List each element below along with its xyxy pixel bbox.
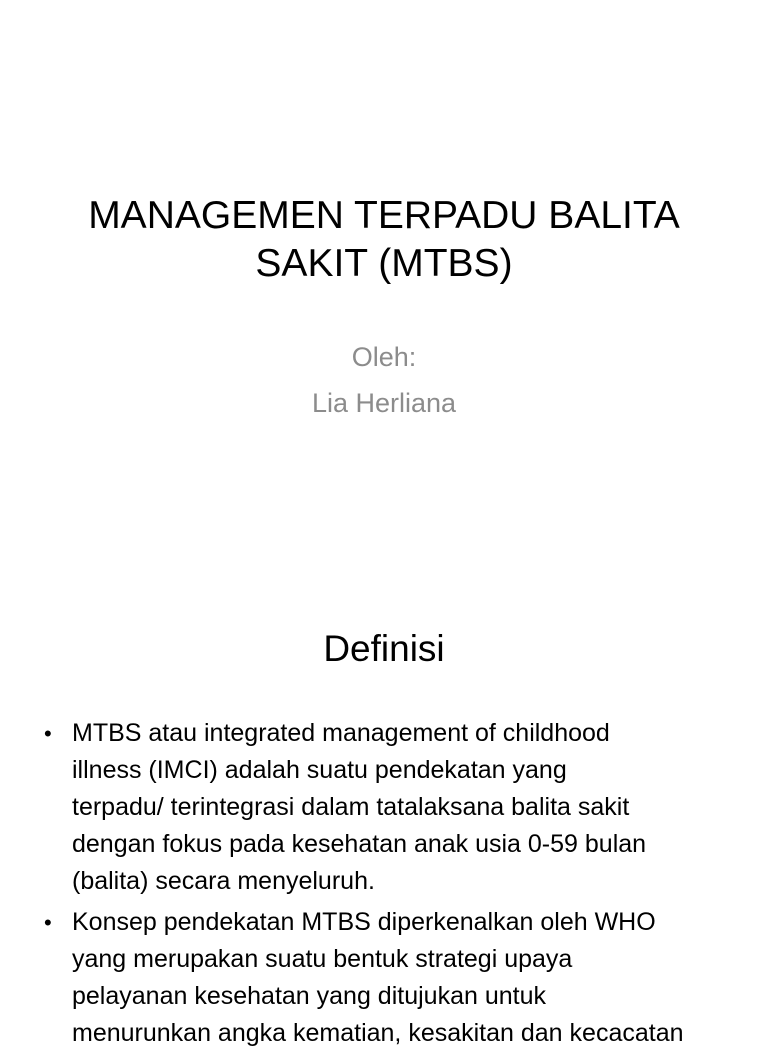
bullet-2-line-1: Konsep pendekatan MTBS diperkenalkan oleh WHO — [72, 908, 656, 936]
bullet-2-line-4: menurunkan angka kematian, kesakitan dan kecacatan — [72, 1019, 684, 1047]
definition-heading: Definisi — [323, 628, 445, 669]
bullet-1-line-2: illness (IMCI) adalah suatu pendekatan yang — [72, 756, 567, 784]
bullet-dot-icon: • — [44, 721, 52, 746]
subtitle-by-label: Oleh: — [351, 342, 417, 372]
bullet-1-line-5: (balita) secara menyeluruh. — [72, 867, 375, 895]
bullet-1-line-4: dengan fokus pada kesehatan anak usia 0-59 bulan — [72, 830, 647, 858]
bullet-2-line-2: yang merupakan suatu bentuk strategi upaya — [72, 945, 573, 973]
slide-title — [40, 192, 728, 288]
bullet-item-2 — [40, 904, 730, 1052]
slide-subtitle — [40, 334, 728, 426]
bullet-item-1 — [40, 715, 730, 900]
definition-slide — [0, 576, 768, 1047]
bullet-dot-icon: • — [44, 910, 52, 935]
slide-title-line-2: SAKIT (MTBS) — [255, 242, 513, 285]
slide-title-line-1: MANAGEMEN TERPADU BALITA — [88, 194, 680, 237]
bullet-list — [40, 715, 730, 1056]
bullet-2-line-3: pelayanan kesehatan yang ditujukan untuk — [72, 982, 546, 1010]
bullet-1-line-1: MTBS atau integrated management of childhood — [72, 719, 610, 747]
bullet-1-line-3: terpadu/ terintegrasi dalam tatalaksana balita sakit — [72, 793, 630, 821]
author-name: Lia Herliana — [311, 388, 457, 418]
